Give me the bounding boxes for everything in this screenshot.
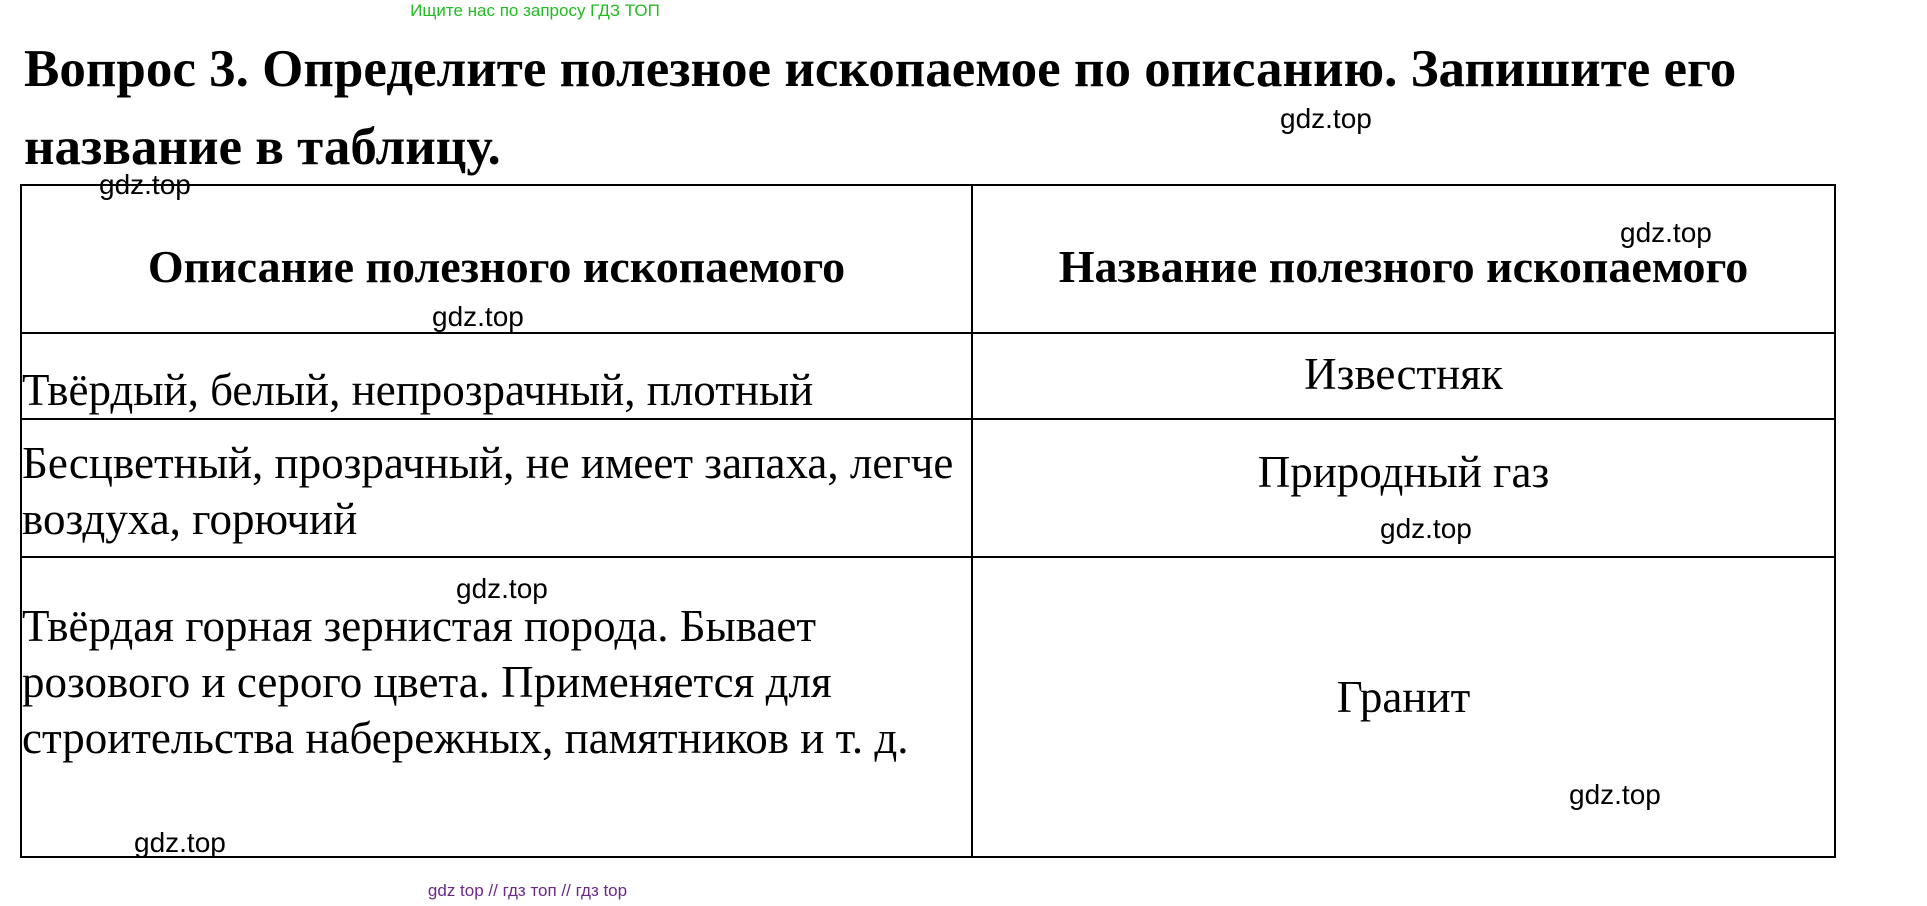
table-row xyxy=(21,419,1835,557)
name-cell: Гранит xyxy=(972,557,1835,857)
table-row xyxy=(21,333,1835,419)
name-cell: Известняк xyxy=(972,333,1835,419)
table-header-row xyxy=(21,185,1835,333)
watermark: gdz.top xyxy=(99,169,191,200)
watermark: gdz.top xyxy=(1620,217,1712,248)
watermark: gdz.top xyxy=(456,573,548,604)
minerals-table xyxy=(20,184,1836,858)
footer-watermark: gdz top // гдз топ // гдз top xyxy=(427,881,628,900)
search-hint-link[interactable]: Ищите нас по запросу ГДЗ ТОП xyxy=(410,1,660,20)
watermark: gdz.top xyxy=(134,827,226,858)
watermark: gdz.top xyxy=(432,301,524,332)
description-cell: Твёрдая горная зернистая порода. Бывает розового и серого цвета. Применяется для строительства набережных, памятников и т. д. xyxy=(21,557,972,857)
description-cell: Бесцветный, прозрачный, не имеет запаха, легче воздуха, горючий xyxy=(21,419,972,557)
header-description: Описание полезного ископаемого xyxy=(21,185,972,333)
watermark: gdz.top xyxy=(1569,779,1661,810)
watermark: gdz.top xyxy=(1280,103,1372,134)
table-row xyxy=(21,557,1835,857)
question-title: Вопрос 3. Определите полезное ископаемое по описанию. Запишите его название в таблицу. xyxy=(24,40,1737,176)
description-cell: Твёрдый, белый, непрозрачный, плотный xyxy=(21,333,972,419)
name-cell: Природный газ xyxy=(972,419,1835,557)
header-name: Название полезного ископаемого xyxy=(972,185,1835,333)
watermark: gdz.top xyxy=(1380,513,1472,544)
